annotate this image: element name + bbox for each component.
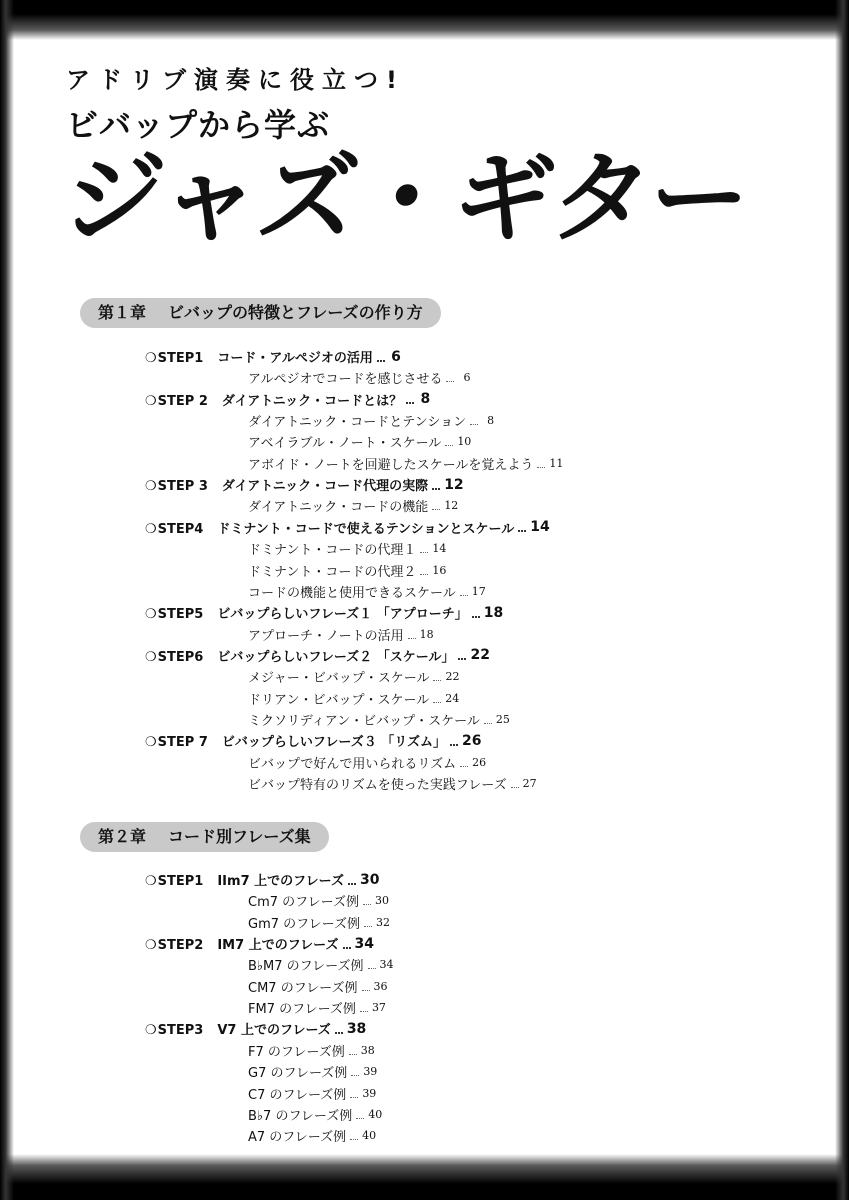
toc-page-number: 10	[457, 435, 472, 449]
toc-entry-label: コードの機能と使用できるスケール	[248, 585, 456, 601]
toc-entry-label	[145, 731, 446, 750]
dot-leader	[445, 445, 453, 446]
toc-entry-label	[145, 870, 344, 889]
scan-edge-top	[0, 0, 849, 40]
toc-page-number: 37	[371, 1001, 386, 1015]
toc-entry-label: アボイド・ノートを回避したスケールを覚えよう	[248, 457, 534, 473]
chapter-number: 第２章	[98, 827, 147, 846]
toc-entry-label: Cm7 のフレーズ例	[248, 895, 359, 911]
toc-page-number: 8	[420, 391, 431, 408]
toc-entry-label: ドミナント・コードの代理２	[248, 564, 417, 580]
toc-page-number: 25	[495, 712, 510, 726]
toc-page-number: 6	[391, 348, 401, 365]
toc-page-number: 40	[368, 1107, 383, 1121]
toc-entry-label: B♭M7 のフレーズ例	[248, 959, 364, 975]
toc-entry-label: Gm7 のフレーズ例	[248, 916, 360, 932]
toc-page-number: 26	[461, 732, 482, 749]
toc-entry-label: メジャー・ビバップ・スケール	[248, 671, 430, 687]
toc-entry-label: ミクソリディアン・ビバップ・スケール	[248, 713, 480, 729]
chapter-number: 第１章	[98, 303, 147, 322]
dot-leader	[470, 424, 478, 425]
dot-leader	[537, 467, 545, 468]
toc-page-number: 24	[445, 691, 460, 705]
dot-leader	[356, 1118, 364, 1119]
book-sub-title: ビバップから学ぶ	[66, 106, 331, 144]
circle-bullet-icon: ❍	[145, 607, 157, 623]
toc-entry-label	[145, 518, 514, 537]
dot-leader	[350, 1139, 358, 1140]
toc-page-number: 18	[419, 627, 434, 641]
dot-leader	[450, 744, 458, 746]
circle-bullet-icon: ❍	[145, 1023, 157, 1039]
scan-edge-left	[0, 0, 14, 1200]
toc-entry-label: B♭7 のフレーズ例	[248, 1108, 353, 1124]
toc-entry-label	[145, 1019, 331, 1038]
toc-page-number: 11	[549, 456, 564, 470]
toc-entry-label: ダイアトニック・コードの機能	[248, 500, 429, 516]
scan-edge-right	[835, 0, 849, 1200]
toc-page-number: 17	[471, 584, 486, 598]
toc-page-number: 32	[375, 915, 390, 929]
dot-leader	[420, 552, 428, 553]
dot-leader	[351, 1075, 359, 1076]
dot-leader	[432, 488, 440, 490]
toc-page-number: 14	[432, 542, 447, 556]
dot-leader	[368, 968, 376, 969]
dot-leader	[446, 381, 454, 382]
toc-step-title: IM7 上でのフレーズ	[217, 938, 339, 954]
toc-step-number: STEP1	[157, 351, 204, 366]
dot-leader	[511, 787, 519, 788]
toc-page-number: 12	[444, 499, 459, 513]
toc-page-number: 40	[362, 1129, 377, 1143]
circle-bullet-icon: ❍	[145, 521, 157, 537]
toc-step-title: ビバップらしいフレーズ３ 「リズム」	[221, 735, 446, 751]
toc-step-title: コード・アルペジオの活用	[217, 351, 373, 366]
dot-leader	[364, 926, 372, 927]
toc-entry-label: ビバップ特有のリズムを使った実践フレーズ	[248, 778, 507, 793]
dot-leader	[484, 723, 492, 724]
toc-page-number: 39	[362, 1086, 377, 1100]
circle-bullet-icon: ❍	[145, 351, 157, 366]
toc-page-number: 18	[483, 604, 504, 621]
circle-bullet-icon: ❍	[145, 393, 157, 409]
toc-entry-label: アプローチ・ノートの活用	[248, 628, 404, 644]
circle-bullet-icon: ❍	[145, 938, 157, 954]
toc-step-number: STEP1	[157, 874, 204, 889]
chapter-title: コード別フレーズ集	[168, 827, 311, 846]
dot-leader	[408, 638, 416, 639]
dot-leader	[460, 766, 468, 767]
toc-step-number: STEP2	[157, 938, 204, 954]
dot-leader	[343, 947, 351, 949]
chapter-2-heading	[80, 822, 329, 852]
toc-page-number: 22	[470, 647, 490, 664]
toc-step-number: STEP 7	[157, 735, 208, 751]
dot-leader	[335, 1032, 343, 1034]
dot-leader	[420, 574, 428, 575]
toc-page-number: 34	[354, 935, 375, 952]
toc-entry-label	[145, 475, 428, 494]
toc-step-title: ダイアトニック・コードとは？	[221, 393, 403, 409]
toc-entry-label: F7 のフレーズ例	[248, 1044, 345, 1060]
toc-entry-label: A7 のフレーズ例	[248, 1130, 347, 1146]
toc-page-number: 36	[373, 979, 388, 993]
toc-entry-label	[145, 603, 468, 622]
chapter-1-heading	[80, 298, 441, 328]
toc-page-number: 12	[444, 476, 464, 493]
dot-leader	[350, 1097, 358, 1098]
dot-leader	[377, 360, 385, 362]
chapter-title: ビバップの特徴とフレーズの作り方	[168, 303, 423, 322]
toc-entry-label: CM7 のフレーズ例	[248, 980, 358, 996]
toc-step-number: STEP6	[157, 649, 204, 665]
toc-entry-label: ドミナント・コードの代理１	[248, 543, 417, 559]
toc-page-number: 34	[379, 958, 394, 972]
dot-leader	[348, 883, 356, 885]
dot-leader	[406, 402, 414, 404]
toc-step-number: STEP 3	[157, 479, 208, 495]
circle-bullet-icon: ❍	[145, 649, 157, 665]
toc-entry-label: FM7 のフレーズ例	[248, 1002, 356, 1018]
toc-page-number: 38	[360, 1043, 375, 1057]
toc-page-number: 38	[346, 1020, 367, 1037]
toc-entry-label	[145, 347, 373, 366]
toc-step-number: STEP5	[157, 607, 204, 623]
dot-leader	[432, 509, 440, 510]
dot-leader	[349, 1054, 357, 1055]
toc-entry-label: アルペジオでコードを感じさせる	[248, 372, 443, 388]
toc-step-title: ビバップらしいフレーズ２ 「スケール」	[217, 649, 455, 665]
toc-page-number: 6	[463, 371, 471, 385]
toc-page-number: 8	[487, 414, 495, 428]
toc-step-number: STEP 2	[157, 393, 208, 409]
toc-page-number: 16	[432, 563, 447, 577]
toc-step-title: V7 上でのフレーズ	[217, 1023, 331, 1039]
scan-edge-bottom	[0, 1154, 849, 1200]
toc-entry-label	[145, 646, 454, 665]
toc-page-number: 26	[472, 755, 487, 769]
toc-entry-label: ドリアン・ビバップ・スケール	[248, 692, 430, 708]
toc-page-number: 30	[374, 894, 389, 908]
toc-page-number: 27	[522, 777, 537, 790]
toc-entry-label: G7 のフレーズ例	[248, 1066, 348, 1082]
dot-leader	[363, 904, 371, 905]
toc-page-number: 14	[530, 519, 550, 536]
dot-leader	[472, 616, 480, 618]
dot-leader	[460, 595, 468, 596]
toc-entry-label: ダイアトニック・コードとテンション	[248, 415, 467, 431]
toc-entry-label	[145, 934, 339, 953]
circle-bullet-icon: ❍	[145, 735, 157, 751]
toc-step-number: STEP4	[157, 521, 204, 537]
toc-page-number: 22	[445, 670, 460, 684]
toc-page-number: 30	[359, 871, 380, 888]
dot-leader	[518, 530, 526, 532]
toc-entry-label: C7 のフレーズ例	[248, 1087, 347, 1103]
toc-step-title: ビバップらしいフレーズ１ 「アプローチ」	[217, 607, 468, 623]
dot-leader	[360, 1011, 368, 1012]
book-main-title: ジャズ・ギター	[58, 140, 754, 257]
toc-step-number: STEP3	[157, 1023, 204, 1039]
toc-step-title: IIm7 上でのフレーズ	[217, 874, 344, 889]
dot-leader	[433, 702, 441, 703]
dot-leader	[433, 680, 441, 681]
circle-bullet-icon: ❍	[145, 479, 157, 495]
circle-bullet-icon: ❍	[145, 874, 157, 889]
dot-leader	[458, 658, 466, 660]
toc-entry-label	[145, 390, 402, 409]
toc-step-title: ダイアトニック・コード代理の実際	[221, 479, 429, 495]
toc-entry-label: ビバップで好んで用いられるリズム	[248, 756, 457, 772]
toc-entry-label: アベイラブル・ノート・スケール	[248, 436, 442, 452]
dot-leader	[362, 990, 370, 991]
toc-step-title: ドミナント・コードで使えるテンションとスケール	[217, 521, 515, 537]
book-pre-title: アドリブ演奏に役立つ!	[66, 66, 405, 94]
toc-page-number: 39	[363, 1065, 378, 1079]
